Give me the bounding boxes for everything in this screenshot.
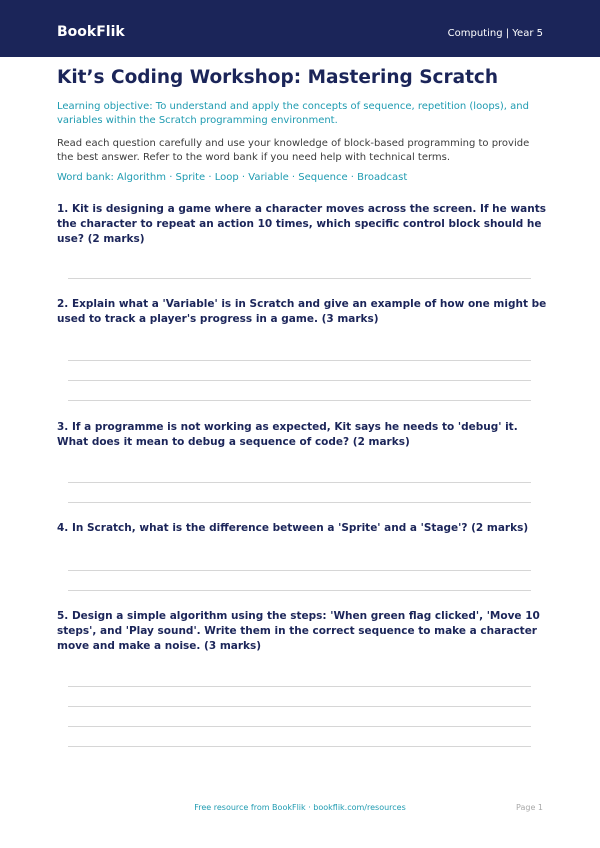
answer-line[interactable] — [68, 590, 531, 591]
answer-line[interactable] — [68, 686, 531, 687]
answer-line[interactable] — [68, 482, 531, 483]
answer-line[interactable] — [68, 706, 531, 707]
answer-line[interactable] — [68, 502, 531, 503]
answer-line[interactable] — [68, 400, 531, 401]
answer-line[interactable] — [68, 360, 531, 361]
question-2: 2. Explain what a 'Variable' is in Scratch and give an example of how one might be used to track a player's progress in a game. (3 marks) — [57, 298, 547, 325]
instructions-text: Read each question carefully and use your knowledge of block-based programming to provide the best answer. Refer to the word bank if you need help with technical terms. — [57, 138, 530, 163]
question-3: 3. If a programme is not working as expected, Kit says he needs to 'debug' it. What does it mean to debug a sequence of code? (2 marks) — [57, 421, 518, 448]
question-1: 1. Kit is designing a game where a character moves across the screen. If he wants the character to repeat an action 10 times, which specific control block should he use? (2 marks) — [57, 203, 546, 245]
subject-label: Computing | Year 5 — [447, 28, 543, 39]
brand-logo[interactable]: BookFlik — [57, 24, 125, 40]
learning-objective: Learning objective: To understand and apply the concepts of sequence, repetition (loops), and variables within the Scratch programming environment. — [57, 101, 529, 126]
footer-link[interactable]: Free resource from BookFlik · bookflik.com/resources — [194, 803, 406, 812]
question-5: 5. Design a simple algorithm using the steps: 'When green flag clicked', 'Move 10 steps', and 'Play sound'. Write them in the correct sequence to make a character move and make a noise. (3 marks) — [57, 610, 540, 652]
page-title: Kit’s Coding Workshop: Mastering Scratch — [57, 67, 499, 88]
question-4: 4. In Scratch, what is the difference between a 'Sprite' and a 'Stage'? (2 marks) — [57, 522, 529, 534]
page-number: Page 1 — [516, 803, 543, 812]
answer-line[interactable] — [68, 570, 531, 571]
answer-line[interactable] — [68, 278, 531, 279]
answer-line[interactable] — [68, 746, 531, 747]
answer-line[interactable] — [68, 380, 531, 381]
header-bar — [0, 0, 600, 57]
word-bank: Word bank: Algorithm · Sprite · Loop · Variable · Sequence · Broadcast — [57, 172, 408, 183]
answer-line[interactable] — [68, 726, 531, 727]
